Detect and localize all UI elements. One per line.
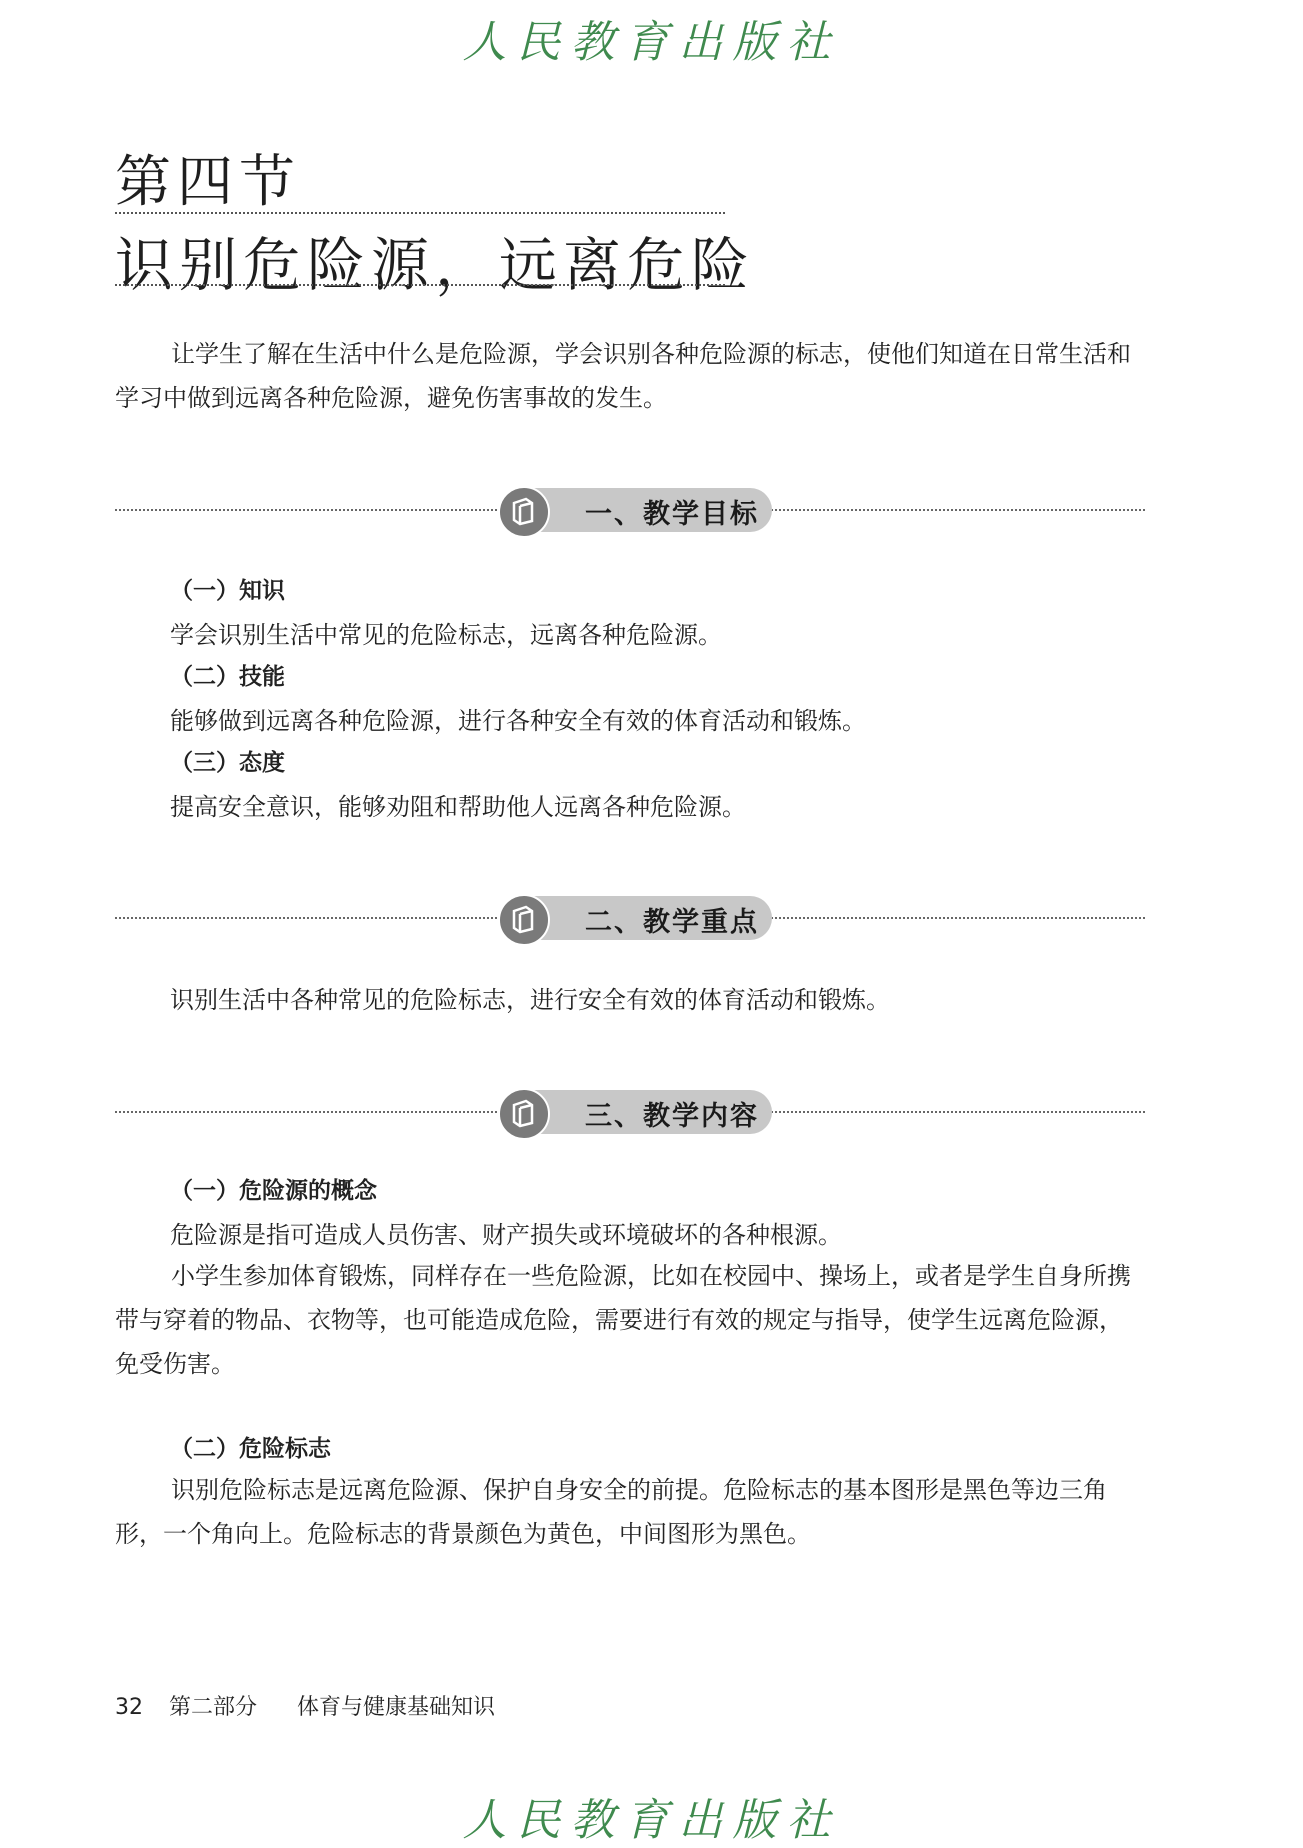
page-title: 识别危险源，远离危险 bbox=[115, 231, 756, 299]
footer-part: 第二部分 bbox=[169, 1695, 258, 1720]
title-rule-bottom bbox=[115, 284, 725, 286]
intro-paragraph: 让学生了解在生活中什么是危险源，学会识别各种危险源的标志，使他们知道在日常生活和学习中做到远离各种危险源，避免伤害事故的发生。 bbox=[115, 340, 1131, 412]
book-icon bbox=[498, 1088, 550, 1140]
book-icon bbox=[498, 486, 550, 538]
book-icon bbox=[498, 894, 550, 946]
attitude-text: 提高安全意识，能够劝阻和帮助他人远离各种危险源。 bbox=[170, 793, 746, 821]
knowledge-text: 学会识别生活中常见的危险标志，远离各种危险源。 bbox=[170, 621, 722, 649]
heading-content: 三、教学内容 bbox=[585, 1101, 759, 1132]
footer-part-title: 体育与健康基础知识 bbox=[297, 1695, 496, 1720]
subheading-knowledge: （一）知识 bbox=[170, 578, 285, 604]
publisher-watermark-bottom: 人民教育出版社 bbox=[462, 1795, 841, 1846]
heading-band-content bbox=[115, 1090, 1145, 1134]
skill-text: 能够做到远离各种危险源，进行各种安全有效的体育活动和锻炼。 bbox=[170, 707, 866, 735]
signs-paragraph: 识别危险标志是远离危险源、保护自身安全的前提。危险标志的基本图形是黑色等边三角形，一个角向上。危险标志的背景颜色为黄色，中间图形为黑色。 bbox=[115, 1476, 1107, 1548]
subheading-concept: （一）危险源的概念 bbox=[170, 1178, 377, 1204]
section-label: 第四节 bbox=[115, 150, 301, 215]
heading-band-focus bbox=[115, 896, 1145, 940]
page-number: 32 bbox=[115, 1695, 143, 1720]
concept-paragraph: 小学生参加体育锻炼，同样存在一些危险源，比如在校园中、操场上，或者是学生自身所携带与穿着的物品、衣物等，也可能造成危险，需要进行有效的规定与指导，使学生远离危险源，免受伤害。 bbox=[115, 1262, 1131, 1378]
heading-focus: 二、教学重点 bbox=[585, 907, 759, 938]
heading-band-goals bbox=[115, 488, 1145, 532]
title-rule-top bbox=[115, 212, 725, 214]
focus-text: 识别生活中各种常见的危险标志，进行安全有效的体育活动和锻炼。 bbox=[170, 986, 890, 1014]
publisher-watermark-top: 人民教育出版社 bbox=[462, 17, 841, 68]
subheading-signs: （二）危险标志 bbox=[170, 1436, 331, 1462]
subheading-attitude: （三）态度 bbox=[170, 750, 285, 776]
page-footer bbox=[115, 1690, 495, 1721]
concept-definition: 危险源是指可造成人员伤害、财产损失或环境破坏的各种根源。 bbox=[170, 1221, 842, 1249]
heading-goals: 一、教学目标 bbox=[585, 499, 759, 530]
subheading-skill: （二）技能 bbox=[170, 664, 285, 690]
